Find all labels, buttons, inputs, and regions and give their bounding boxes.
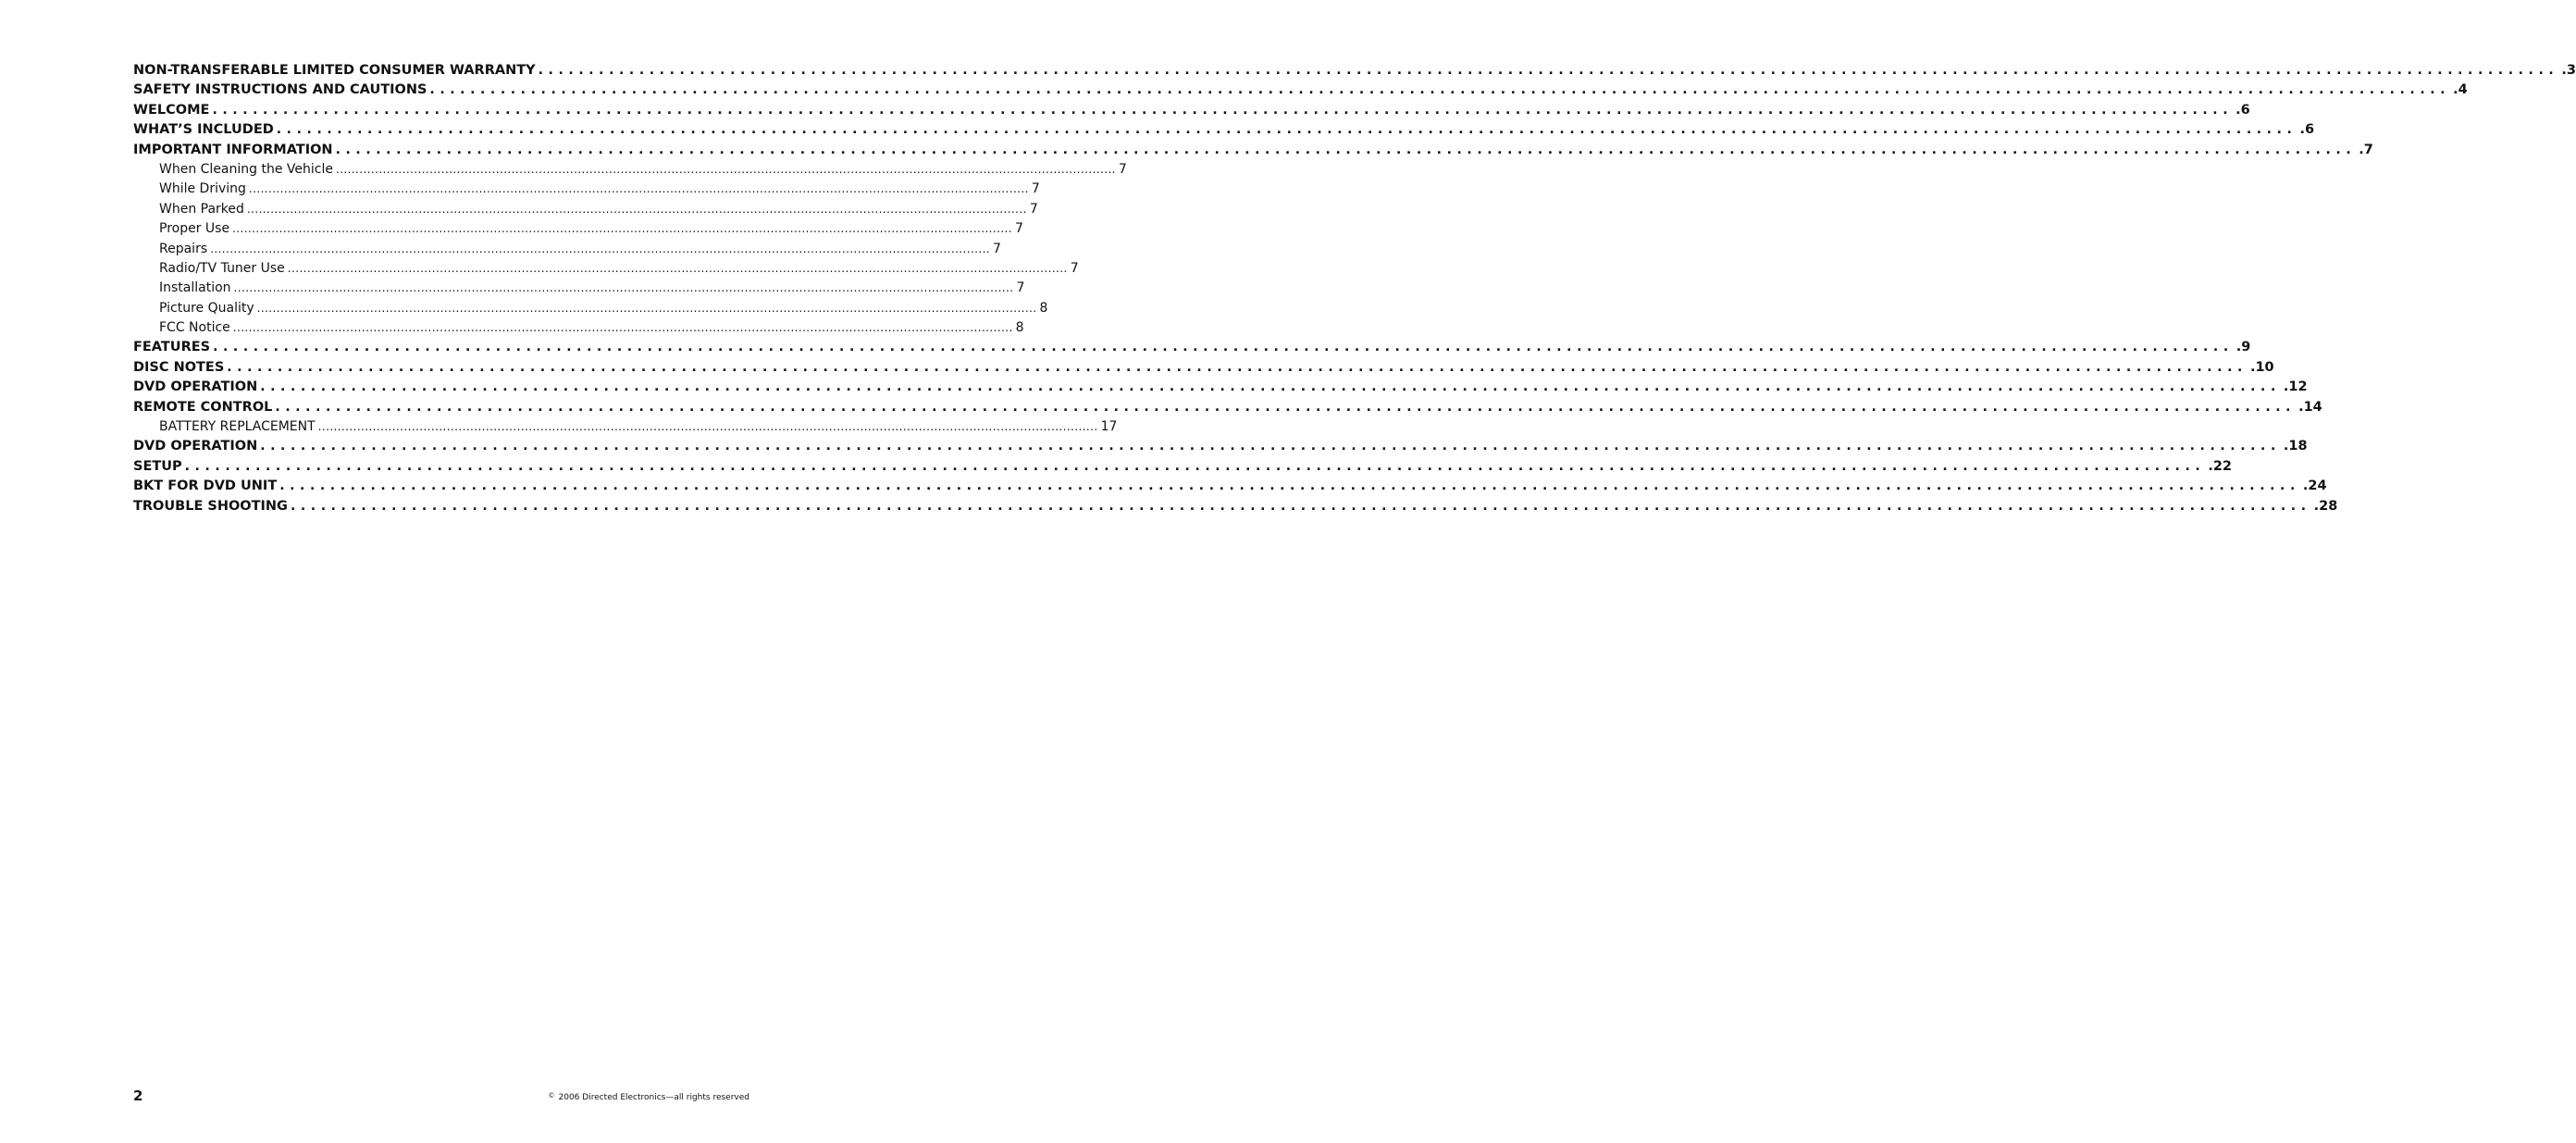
toc-entry-page: 7 (1029, 201, 1038, 217)
toc-entry[interactable] (133, 101, 2250, 120)
toc-entry-title: REMOTE CONTROL (133, 399, 273, 415)
toc-subentry[interactable] (133, 299, 1048, 318)
toc-entry-page: .18 (2283, 439, 2308, 454)
toc-entry-page: 7 (1118, 161, 1127, 177)
dot-leader: ........................................................................................................................................................................................................ (248, 182, 1029, 196)
toc-entry-page: 8 (1015, 320, 1024, 336)
dot-leader: ........................................................................................................................................................................................................ (276, 122, 2297, 138)
toc-entry-page: .22 (2208, 458, 2232, 474)
dot-leader: ........................................................................................................................................................................................................ (246, 202, 1027, 216)
toc-entry-title: WHAT’S INCLUDED (133, 122, 274, 138)
dot-leader: ........................................................................................................................................................................................................ (335, 142, 2357, 157)
toc-entry[interactable] (133, 141, 2373, 160)
toc-entry-title: Picture Quality (159, 300, 254, 316)
toc-subentry[interactable] (133, 160, 1127, 180)
toc-entry[interactable] (133, 378, 2308, 397)
toc-entry-title: BKT FOR DVD UNIT (133, 478, 278, 494)
toc-subentry[interactable] (133, 240, 1001, 259)
toc-entry-page: 8 (1039, 300, 1048, 316)
toc-entry-page: .4 (2453, 82, 2468, 98)
toc-subentry[interactable] (133, 417, 1118, 437)
toc-entry-title: When Cleaning the Vehicle (159, 161, 333, 177)
copyright-text: 2006 Directed Electronics—all rights reserved (558, 1093, 749, 1102)
toc-entry-page: .7 (2359, 142, 2373, 157)
dot-leader: ........................................................................................................................................................................................................ (184, 458, 2206, 474)
copyright-symbol: © (548, 1092, 555, 1100)
toc-subentry[interactable] (133, 318, 1024, 338)
toc-subentry[interactable] (133, 200, 1038, 219)
dot-leader: ........................................................................................................................................................................................................ (212, 102, 2234, 118)
toc-entry-title: Repairs (159, 241, 208, 256)
toc-entry-title: When Parked (159, 201, 244, 217)
toc-entry-page: .6 (2235, 102, 2250, 118)
toc-entry-page: 7 (1014, 221, 1023, 237)
dot-leader: ........................................................................................................................................................................................................ (232, 222, 1012, 236)
dot-leader: ........................................................................................................................................................................................................ (429, 82, 2451, 98)
toc-entry-page: .10 (2249, 359, 2274, 375)
toc-entry[interactable] (133, 497, 2338, 516)
dot-leader: ........................................................................................................................................................................................................ (260, 439, 2281, 454)
dot-leader: ........................................................................................................................................................................................................ (260, 379, 2281, 395)
toc-entry-title: Proper Use (159, 221, 230, 237)
toc-entry-title: FEATURES (133, 340, 211, 355)
toc-entry[interactable] (133, 61, 2576, 81)
toc-entry-title: IMPORTANT INFORMATION (133, 142, 333, 157)
dot-leader: ........................................................................................................................................................................................................ (256, 301, 1037, 315)
dot-leader: ........................................................................................................................................................................................................ (335, 162, 1116, 176)
copyright-notice (549, 1092, 750, 1102)
toc-entry-title: Radio/TV Tuner Use (159, 260, 285, 276)
toc-subentry[interactable] (133, 259, 1079, 279)
dot-leader: ........................................................................................................................................................................................................ (290, 498, 2311, 514)
toc-entry-page: .9 (2235, 340, 2251, 355)
toc-entry-title: WELCOME (133, 102, 210, 118)
toc-subentry[interactable] (133, 219, 1023, 239)
toc-entry-title: DVD OPERATION (133, 379, 258, 395)
dot-leader: ........................................................................................................................................................................................................ (317, 420, 1098, 434)
toc-entry-page: 7 (1031, 181, 1040, 197)
toc-entry[interactable] (133, 338, 2251, 357)
toc-entry-page: .3 (2561, 63, 2576, 78)
toc-entry-title: NON-TRANSFERABLE LIMITED CONSUMER WARRANTY (133, 63, 536, 78)
dot-leader: ........................................................................................................................................................................................................ (287, 261, 1068, 275)
toc-entry[interactable] (133, 457, 2232, 477)
toc-entry-page: 17 (1100, 419, 1118, 435)
table-of-contents (133, 61, 2576, 516)
dot-leader: ........................................................................................................................................................................................................ (275, 399, 2297, 415)
dot-leader: ........................................................................................................................................................................................................ (232, 321, 1013, 335)
dot-leader: ........................................................................................................................................................................................................ (233, 281, 1014, 295)
toc-entry-page: 7 (1016, 280, 1025, 296)
toc-entry-title: SETUP (133, 458, 182, 474)
toc-entry[interactable] (133, 120, 2315, 140)
toc-entry[interactable] (133, 398, 2322, 417)
toc-entry[interactable] (133, 358, 2274, 378)
dot-leader: ........................................................................................................................................................................................................ (213, 340, 2234, 355)
toc-entry-page: .24 (2302, 478, 2327, 494)
page-number: 2 (133, 1087, 143, 1104)
toc-entry-title: TROUBLE SHOOTING (133, 498, 288, 514)
toc-entry-page: .6 (2299, 122, 2315, 138)
dot-leader: ........................................................................................................................................................................................................ (227, 359, 2248, 375)
toc-subentry[interactable] (133, 279, 1025, 298)
toc-entry-title: FCC Notice (159, 320, 230, 336)
toc-entry-title: DISC NOTES (133, 359, 225, 375)
dot-leader: ........................................................................................................................................................................................................ (279, 478, 2300, 494)
toc-entry-title: BATTERY REPLACEMENT (159, 419, 316, 435)
toc-subentry[interactable] (133, 180, 1040, 199)
dot-leader: ........................................................................................................................................................................................................ (538, 63, 2559, 78)
toc-entry-title: While Driving (159, 181, 246, 197)
toc-entry[interactable] (133, 81, 2468, 100)
toc-entry-page: 7 (1070, 260, 1079, 276)
toc-entry-title: Installation (159, 280, 231, 296)
toc-entry-page: .28 (2313, 498, 2338, 514)
toc-entry[interactable] (133, 477, 2327, 496)
toc-entry-title: DVD OPERATION (133, 439, 258, 454)
toc-entry-title: SAFETY INSTRUCTIONS AND CAUTIONS (133, 82, 427, 98)
toc-entry-page: 7 (993, 241, 1001, 256)
toc-entry[interactable] (133, 437, 2308, 456)
toc-entry-page: .14 (2298, 399, 2322, 415)
dot-leader: ........................................................................................................................................................................................................ (210, 242, 991, 255)
toc-entry-page: .12 (2283, 379, 2308, 395)
